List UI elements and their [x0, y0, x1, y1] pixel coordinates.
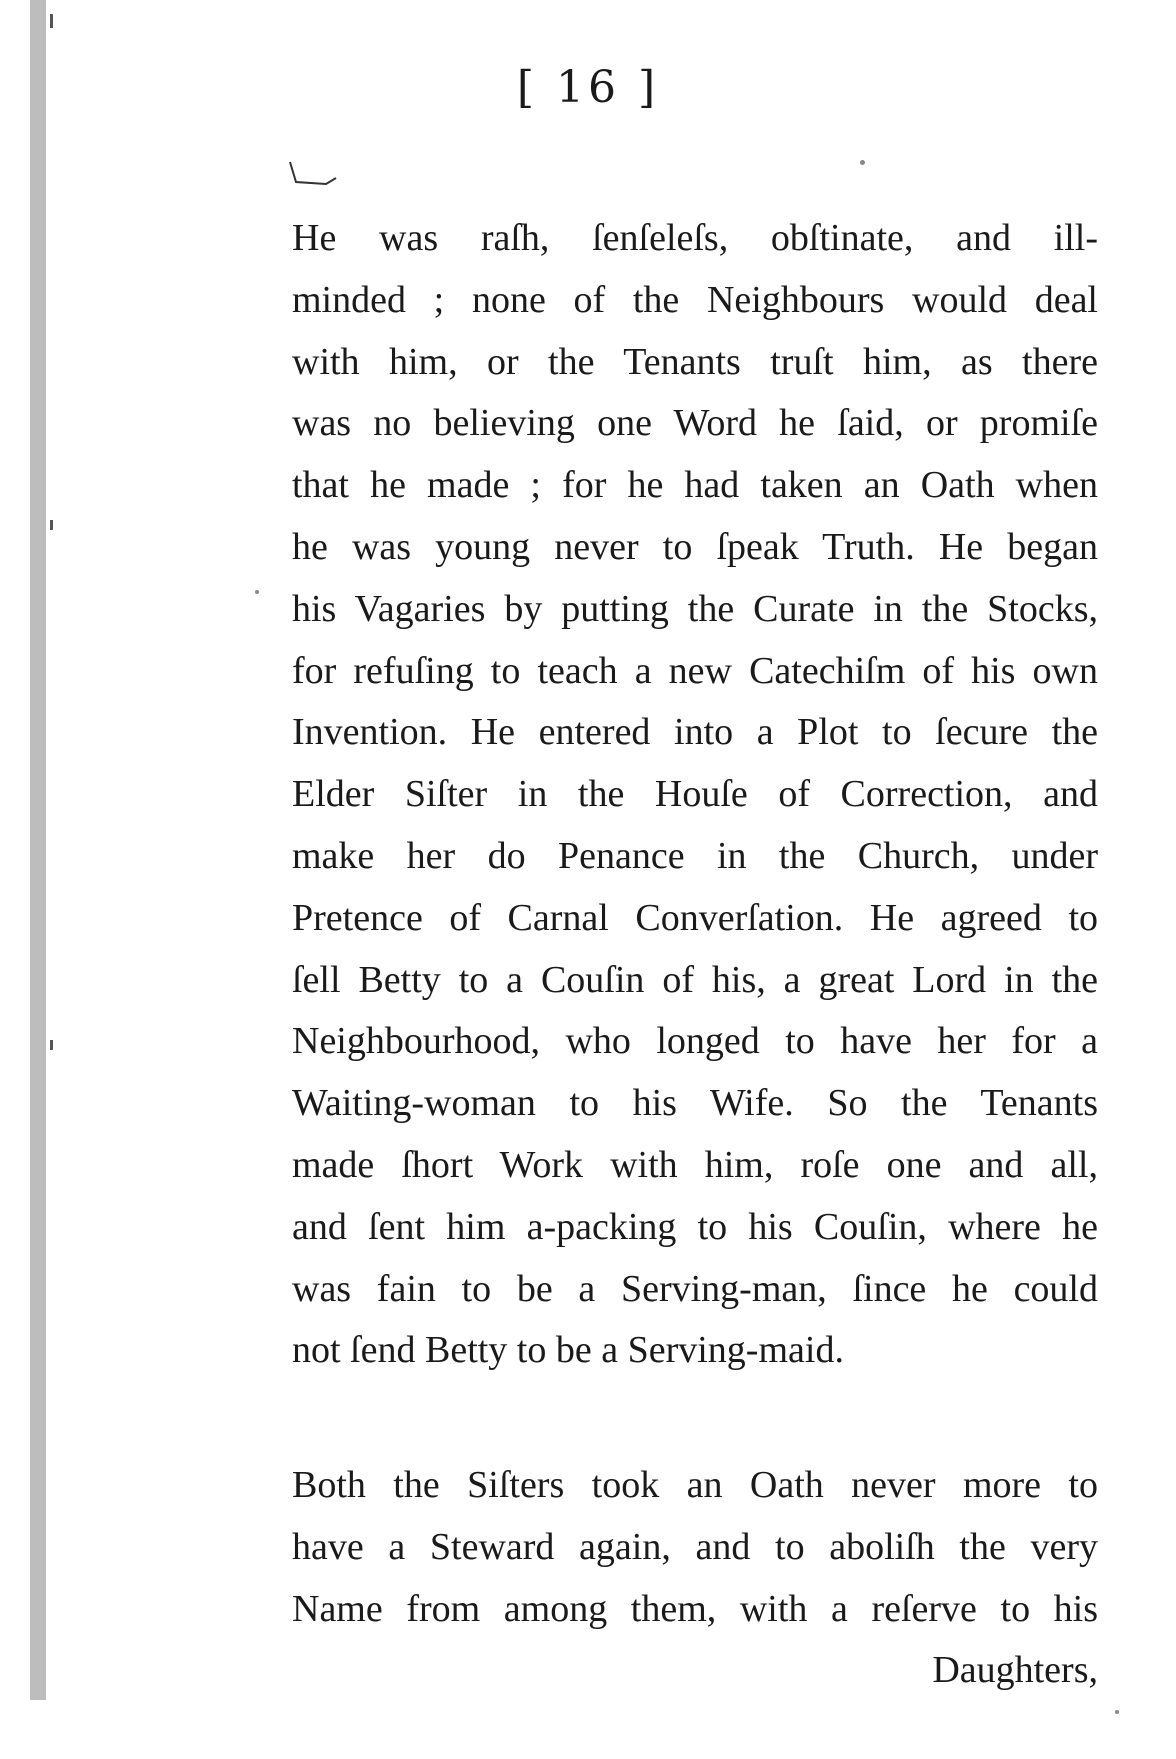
catchword: Daughters, — [932, 1649, 1098, 1692]
text-line: Both the Siſters took an Oath never more to — [292, 1464, 1098, 1506]
text-line: ſell Betty to a Couſin of his, a great Lord in the — [292, 958, 1098, 1001]
pencil-mark — [286, 158, 344, 198]
gutter-mark — [50, 520, 53, 530]
paper-speck — [1115, 1710, 1119, 1714]
text-line: He was raſh, ſenſeleſs, obſtinate, and ill- — [292, 217, 1098, 259]
paper-speck — [255, 590, 259, 594]
text-line: Waiting-woman to his Wife. So the Tenants — [292, 1082, 1098, 1125]
text-line: have a Steward again, and to aboliſh the very — [292, 1525, 1098, 1568]
text-line: Elder Siſter in the Houſe of Correction, and — [292, 773, 1098, 816]
text-line: and ſent him a-packing to his Couſin, where he — [292, 1205, 1098, 1248]
binding-gutter — [30, 0, 46, 1700]
text-line: make her do Penance in the Church, under — [292, 834, 1098, 877]
paragraph-1 — [292, 208, 1098, 1382]
gutter-mark — [50, 14, 53, 28]
text-line: for refuſing to teach a new Catechiſm of his own — [292, 649, 1098, 692]
text-line: made ſhort Work with him, roſe one and all, — [292, 1143, 1098, 1186]
page-number: [ 16 ] — [516, 62, 660, 113]
text-line: Invention. He entered into a Plot to ſecure the — [292, 711, 1098, 754]
text-line: he was young never to ſpeak Truth. He began — [292, 525, 1098, 568]
paragraph-2 — [292, 1455, 1098, 1702]
text-line: Name from among them, with a reſerve to his — [292, 1587, 1098, 1630]
text-line: was no believing one Word he ſaid, or promiſe — [292, 402, 1098, 445]
text-line: with him, or the Tenants truſt him, as there — [292, 340, 1098, 383]
text-line: Neighbourhood, who longed to have her for a — [292, 1020, 1098, 1063]
text-line: that he made ; for he had taken an Oath when — [292, 464, 1098, 507]
text-line: was fain to be a Serving-man, ſince he could — [292, 1267, 1098, 1310]
text-line: not ſend Betty to be a Serving-maid. — [292, 1329, 844, 1372]
text-line: his Vagaries by putting the Curate in the Stocks, — [292, 587, 1098, 630]
text-line: Pretence of Carnal Converſation. He agreed to — [292, 896, 1098, 939]
paper-speck — [860, 160, 865, 165]
gutter-mark — [50, 1040, 53, 1050]
text-line: minded ; none of the Neighbours would deal — [292, 278, 1098, 321]
